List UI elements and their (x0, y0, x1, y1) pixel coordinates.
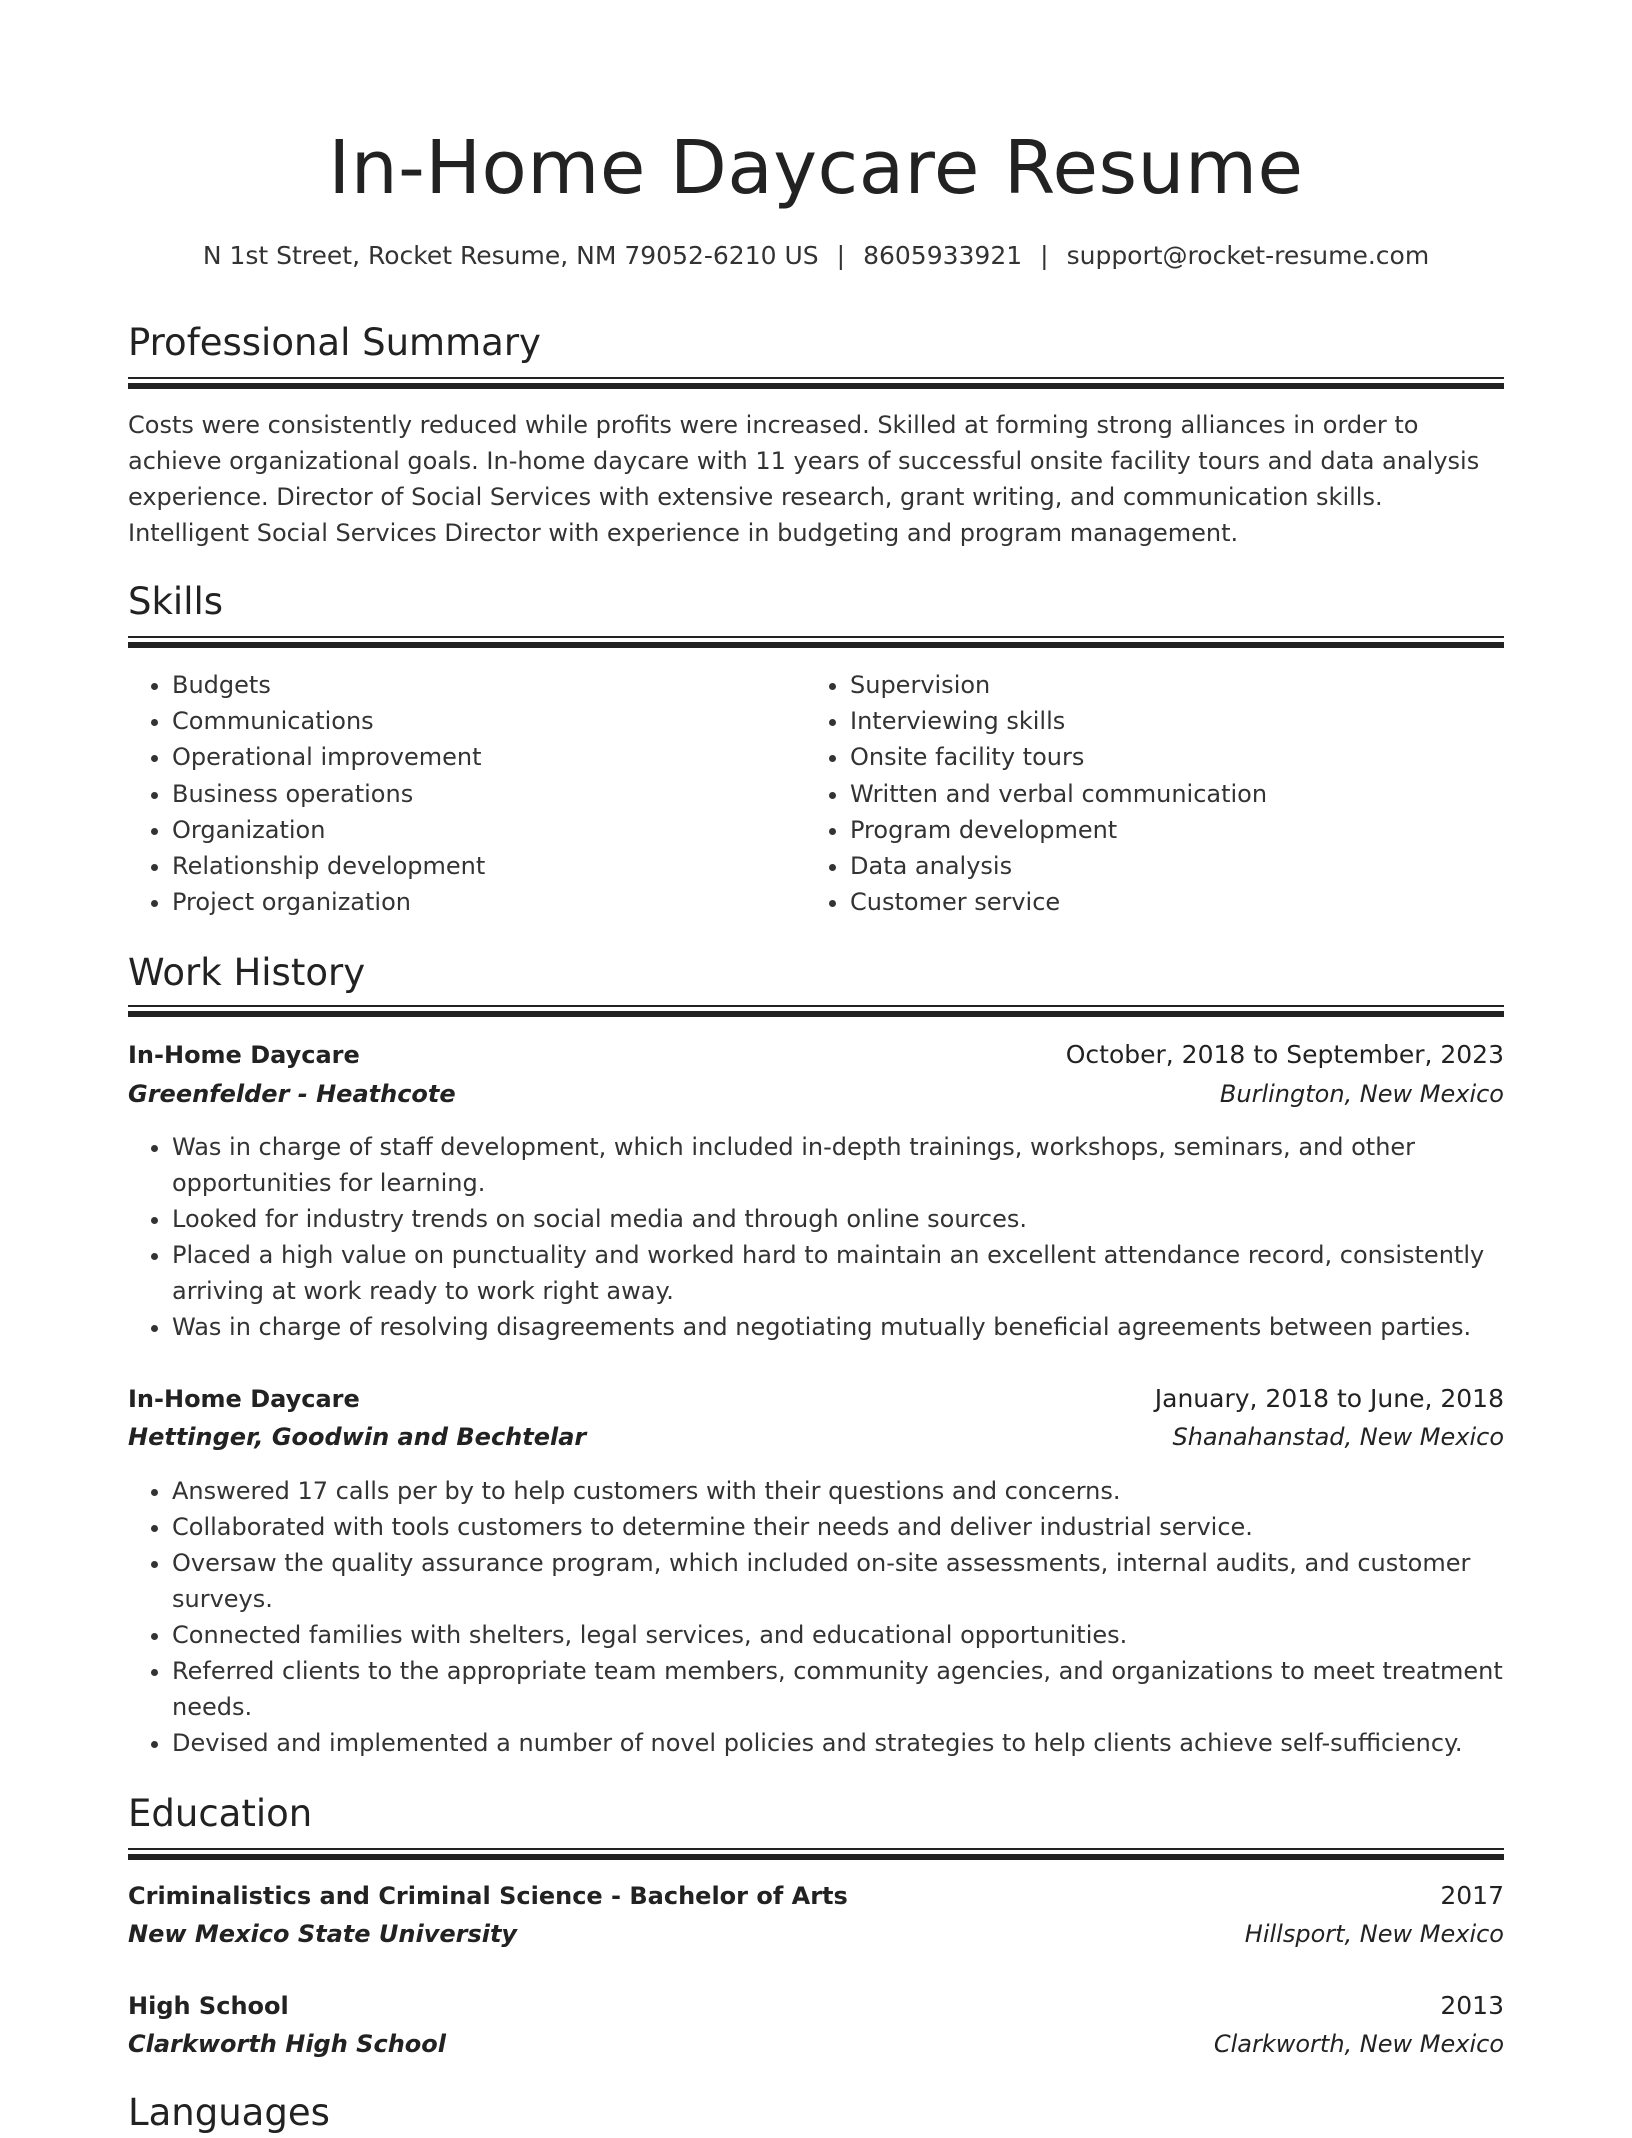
job-duty: • Oversaw the quality assurance program, which included on-site assessments, internal audits, and customer surveys. (172, 1545, 1504, 1617)
section-divider (128, 1848, 1504, 1861)
job-duties-list (128, 1473, 1504, 1761)
job-location: Shanahanstad, New Mexico (1172, 1423, 1504, 1451)
resume-title: In-Home Daycare Resume (328, 125, 1304, 211)
job-duty: • Answered 17 calls per by to help customers with their questions and concerns. (172, 1473, 1504, 1509)
job-title: In-Home Daycare (128, 1041, 360, 1069)
education-school: New Mexico State University (128, 1920, 518, 1948)
section-divider (128, 1005, 1504, 1018)
job-duty: • Was in charge of resolving disagreements and negotiating mutually beneficial agreements between parties. (172, 1309, 1504, 1345)
summary-heading: Professional Summary (128, 321, 541, 364)
skill-item: • Business operations (172, 776, 808, 812)
job-duty: • Referred clients to the appropriate team members, community agencies, and organizations to meet treatment needs. (172, 1653, 1504, 1725)
job-dates: October, 2018 to September, 2023 (1065, 1040, 1504, 1069)
section-divider (128, 377, 1504, 390)
section-divider (128, 636, 1504, 649)
job-duty: • Connected families with shelters, legal services, and educational opportunities. (172, 1617, 1504, 1653)
education-year: 2017 (1440, 1881, 1504, 1910)
job-dates: January, 2018 to June, 2018 (1154, 1384, 1504, 1413)
contact-separator: | (836, 241, 846, 270)
skill-item: • Relationship development (172, 848, 808, 884)
contact-address: N 1st Street, Rocket Resume, NM 79052-6210 US (202, 241, 819, 270)
skill-item: • Customer service (850, 884, 1504, 920)
skill-item: • Written and verbal communication (850, 776, 1504, 812)
skills-heading: Skills (128, 580, 224, 623)
education-subheader (128, 2025, 1504, 2063)
education-year: 2013 (1440, 1991, 1504, 2020)
skills-list-left (128, 667, 808, 920)
education-degree: Criminalistics and Criminal Science - Bachelor of Arts (128, 1882, 848, 1910)
work-history-heading: Work History (128, 951, 366, 994)
languages-heading: Languages (128, 2091, 330, 2134)
job-subheader (128, 1418, 1504, 1456)
job-duty: • Placed a high value on punctuality and worked hard to maintain an excellent attendance record, consistently arriving at work ready to work right away. (172, 1237, 1504, 1309)
skill-item: • Organization (172, 812, 808, 848)
skill-item: • Data analysis (850, 848, 1504, 884)
job-company: Hettinger, Goodwin and Bechtelar (128, 1423, 587, 1451)
job-company: Greenfelder - Heathcote (128, 1080, 456, 1108)
education-degree: High School (128, 1992, 289, 2020)
education-subheader (128, 1915, 1504, 1953)
job-duty: • Was in charge of staff development, which included in-depth trainings, workshops, seminars, and other opportunities for learning. (172, 1129, 1504, 1201)
job-duty: • Devised and implemented a number of novel policies and strategies to help clients achieve self-sufficiency. (172, 1725, 1504, 1761)
skill-item: • Operational improvement (172, 739, 808, 775)
job-location: Burlington, New Mexico (1219, 1080, 1504, 1108)
job-header (128, 1380, 1504, 1418)
education-location: Clarkworth, New Mexico (1213, 2030, 1504, 2058)
skill-item: • Program development (850, 812, 1504, 848)
job-duty: • Looked for industry trends on social media and through online sources. (172, 1201, 1504, 1237)
skill-item: • Budgets (172, 667, 808, 703)
education-location: Hillsport, New Mexico (1244, 1920, 1504, 1948)
skill-item: • Interviewing skills (850, 703, 1504, 739)
education-heading: Education (128, 1792, 313, 1835)
contact-separator: | (1040, 241, 1049, 270)
skill-item: • Communications (172, 703, 808, 739)
contact-email: support@rocket-resume.com (1066, 241, 1430, 270)
contact-line (128, 238, 1504, 274)
education-header (128, 1987, 1504, 2025)
education-school: Clarkworth High School (128, 2030, 446, 2058)
skill-item: • Supervision (850, 667, 1504, 703)
job-duties-list (128, 1129, 1504, 1345)
job-subheader (128, 1075, 1504, 1113)
contact-phone: 8605933921 (863, 241, 1023, 270)
skill-item: • Onsite facility tours (850, 739, 1504, 775)
job-header (128, 1036, 1504, 1074)
skill-item: • Project organization (172, 884, 808, 920)
skills-list-right (806, 667, 1504, 920)
job-duty: • Collaborated with tools customers to determine their needs and deliver industrial service. (172, 1509, 1504, 1545)
job-title: In-Home Daycare (128, 1385, 360, 1413)
summary-text: Costs were consistently reduced while profits were increased. Skilled at forming strong alliances in order to achieve organizational goals. In-home daycare with 11 years of successful onsite facility tours and data analysis experience. Director of Social Services with extensive research, grant writing, and communication skills. Intelligent Social Services Director with experience in budgeting and program management. (128, 411, 1480, 547)
education-header (128, 1877, 1504, 1915)
